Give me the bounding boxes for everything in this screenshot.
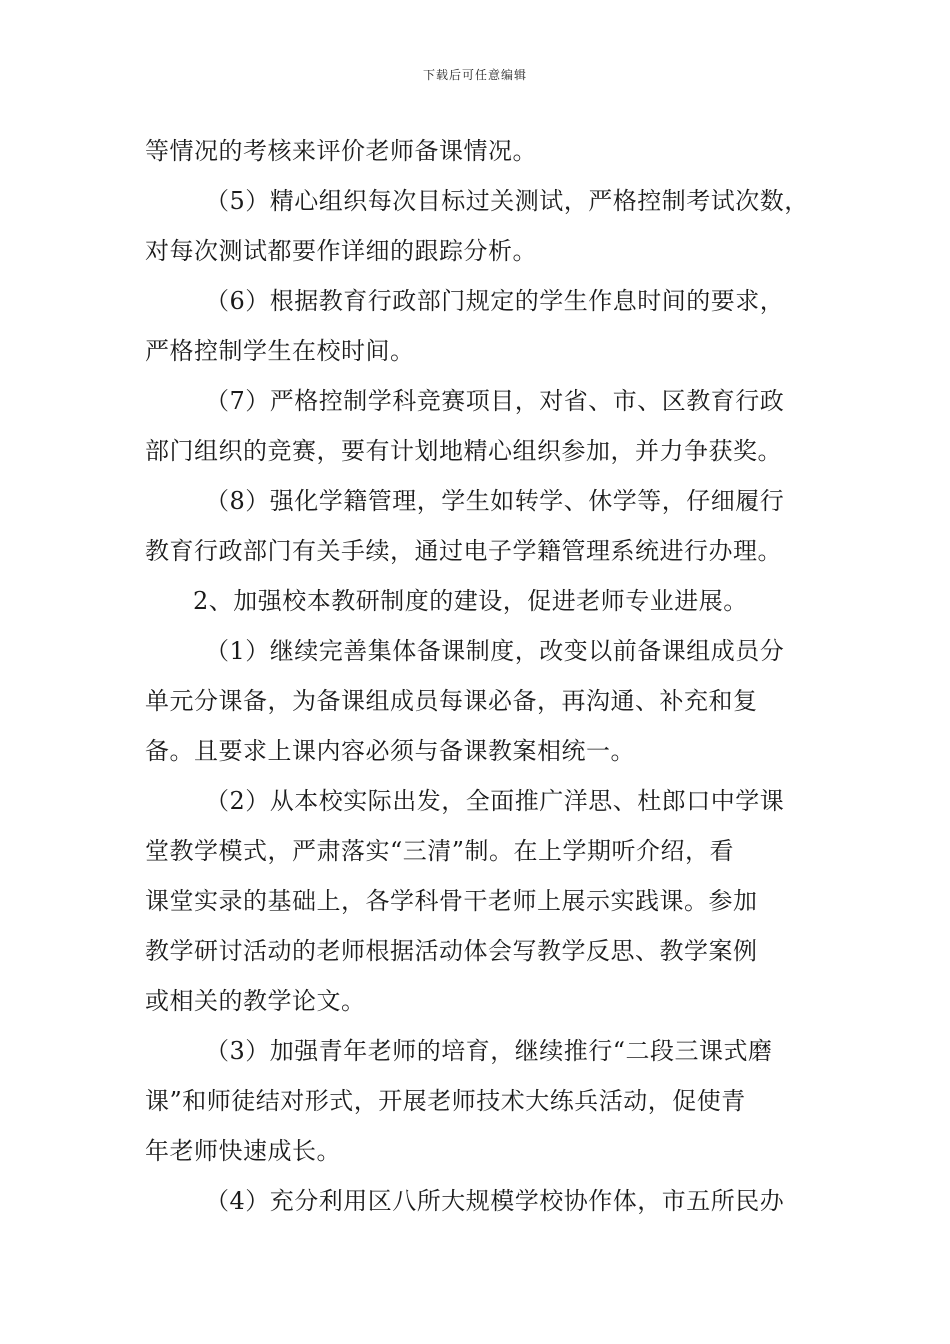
text-line: （1）继续完善集体备课制度，改变以前备课组成员分 — [205, 637, 785, 665]
text-line: 备。且要求上课内容必须与备课教案相统一。 — [145, 737, 635, 765]
text-line: 单元分课备，为备课组成员每课必备，再沟通、补充和复 — [145, 687, 758, 715]
text-line: 堂教学模式，严肃落实“三清”制。在上学期听介绍，看 — [145, 837, 735, 865]
text-line: （4）充分利用区八所大规模学校协作体，市五所民办 — [205, 1187, 785, 1215]
page-header: 下载后可任意编辑 — [422, 68, 527, 82]
section-heading: 2、加强校本教研制度的建设，促进老师专业进展。 — [193, 587, 748, 615]
text-line: （3）加强青年老师的培育，继续推行“二段三课式磨 — [205, 1037, 773, 1065]
text-line: （2）从本校实际出发，全面推广洋思、杜郎口中学课 — [205, 787, 785, 815]
text-line: （5）精心组织每次目标过关测试，严格控制考试次数， — [205, 187, 809, 215]
text-line: 年老师快速成长。 — [145, 1137, 341, 1165]
text-line: 或相关的教学论文。 — [145, 987, 366, 1015]
text-line: 等情况的考核来评价老师备课情况。 — [145, 137, 537, 165]
text-line: 对每次测试都要作详细的跟踪分析。 — [145, 237, 537, 265]
text-line: （7）严格控制学科竞赛项目，对省、市、区教育行政 — [205, 387, 785, 415]
text-line: 教育行政部门有关手续，通过电子学籍管理系统进行办理。 — [145, 537, 782, 565]
text-line: （8）强化学籍管理，学生如转学、休学等，仔细履行 — [205, 487, 785, 515]
text-line: 教学研讨活动的老师根据活动体会写教学反思、教学案例 — [145, 937, 758, 965]
text-line: 课”和师徒结对形式，开展老师技术大练兵活动，促使青 — [145, 1087, 746, 1115]
text-line: 严格控制学生在校时间。 — [145, 337, 415, 365]
document-body — [145, 126, 810, 1226]
text-line: （6）根据教育行政部门规定的学生作息时间的要求， — [205, 287, 785, 315]
text-line: 部门组织的竞赛，要有计划地精心组织参加，并力争获奖。 — [145, 437, 782, 465]
text-line: 课堂实录的基础上，各学科骨干老师上展示实践课。参加 — [145, 887, 758, 915]
